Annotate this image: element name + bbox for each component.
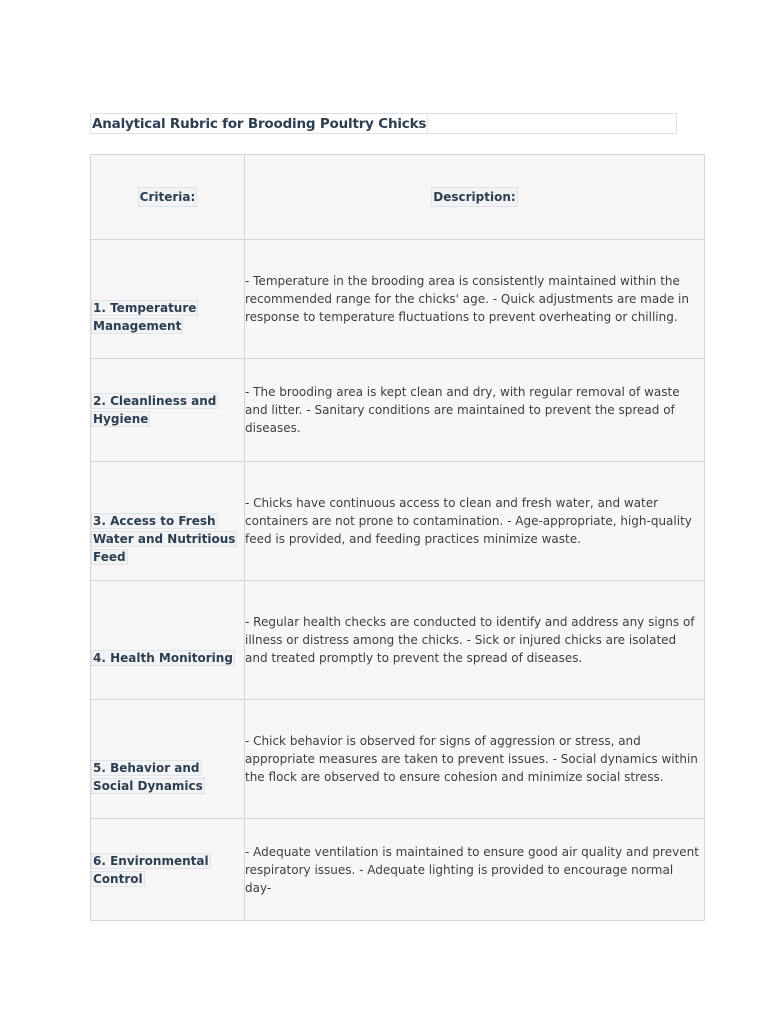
criterion-cell — [91, 359, 245, 462]
document-title-box — [90, 113, 677, 134]
description-text: - Chicks have continuous access to clean and fresh water, and water containers are not prone to contamination. - Age-appropriate, high-quality feed is provided, and feeding practices minimize waste. — [245, 496, 692, 546]
description-header: Description: — [431, 187, 517, 207]
description-text: - Temperature in the brooding area is consistently maintained within the recommended range for the chicks' age. - Quick adjustments are made in response to temperature fluctuations to prevent overheating or chilling. — [245, 274, 689, 324]
description-cell — [245, 240, 705, 359]
criteria-header: Criteria: — [138, 187, 198, 207]
criterion-label: 5. Behavior and Social Dynamics — [93, 761, 203, 793]
description-cell — [245, 819, 705, 921]
description-cell — [245, 700, 705, 819]
criteria-header-cell — [91, 155, 245, 240]
criterion-cell — [91, 581, 245, 700]
description-text: - Regular health checks are conducted to identify and address any signs of illness or distress among the chicks. - Sick or injured chicks are isolated and treated promptly to prevent the spread of diseases. — [245, 615, 695, 665]
criterion-cell — [91, 240, 245, 359]
table-row — [91, 700, 705, 819]
description-cell — [245, 462, 705, 581]
table-row — [91, 359, 705, 462]
table-row — [91, 581, 705, 700]
description-text: - Adequate ventilation is maintained to ensure good air quality and prevent respiratory issues. - Adequate lighting is provided to encourage normal day- — [245, 844, 699, 895]
criterion-label: 1. Temperature Management — [93, 301, 197, 333]
criterion-label: 6. Environmental Control — [93, 853, 209, 886]
document-title: Analytical Rubric for Brooding Poultry Chicks — [92, 116, 427, 132]
description-header-cell — [245, 155, 705, 240]
description-cell — [245, 581, 705, 700]
criterion-label: 4. Health Monitoring — [93, 651, 233, 665]
criterion-label: 3. Access to Fresh Water and Nutritious Feed — [93, 514, 236, 564]
criterion-cell — [91, 462, 245, 581]
table-row — [91, 819, 705, 921]
criterion-label: 2. Cleanliness and Hygiene — [93, 394, 217, 426]
table-header-row — [91, 155, 705, 240]
description-cell — [245, 359, 705, 462]
table-row — [91, 462, 705, 581]
criterion-cell — [91, 700, 245, 819]
description-text: - The brooding area is kept clean and dry, with regular removal of waste and litter. - Sanitary conditions are maintained to prevent the spread of diseases. — [245, 385, 680, 435]
description-text: - Chick behavior is observed for signs of aggression or stress, and appropriate measures are taken to prevent issues. - Social dynamics within the flock are observed to ensure cohesion and minimize social stress. — [245, 734, 698, 784]
table-row — [91, 240, 705, 359]
rubric-table — [90, 154, 705, 921]
criterion-cell — [91, 819, 245, 921]
